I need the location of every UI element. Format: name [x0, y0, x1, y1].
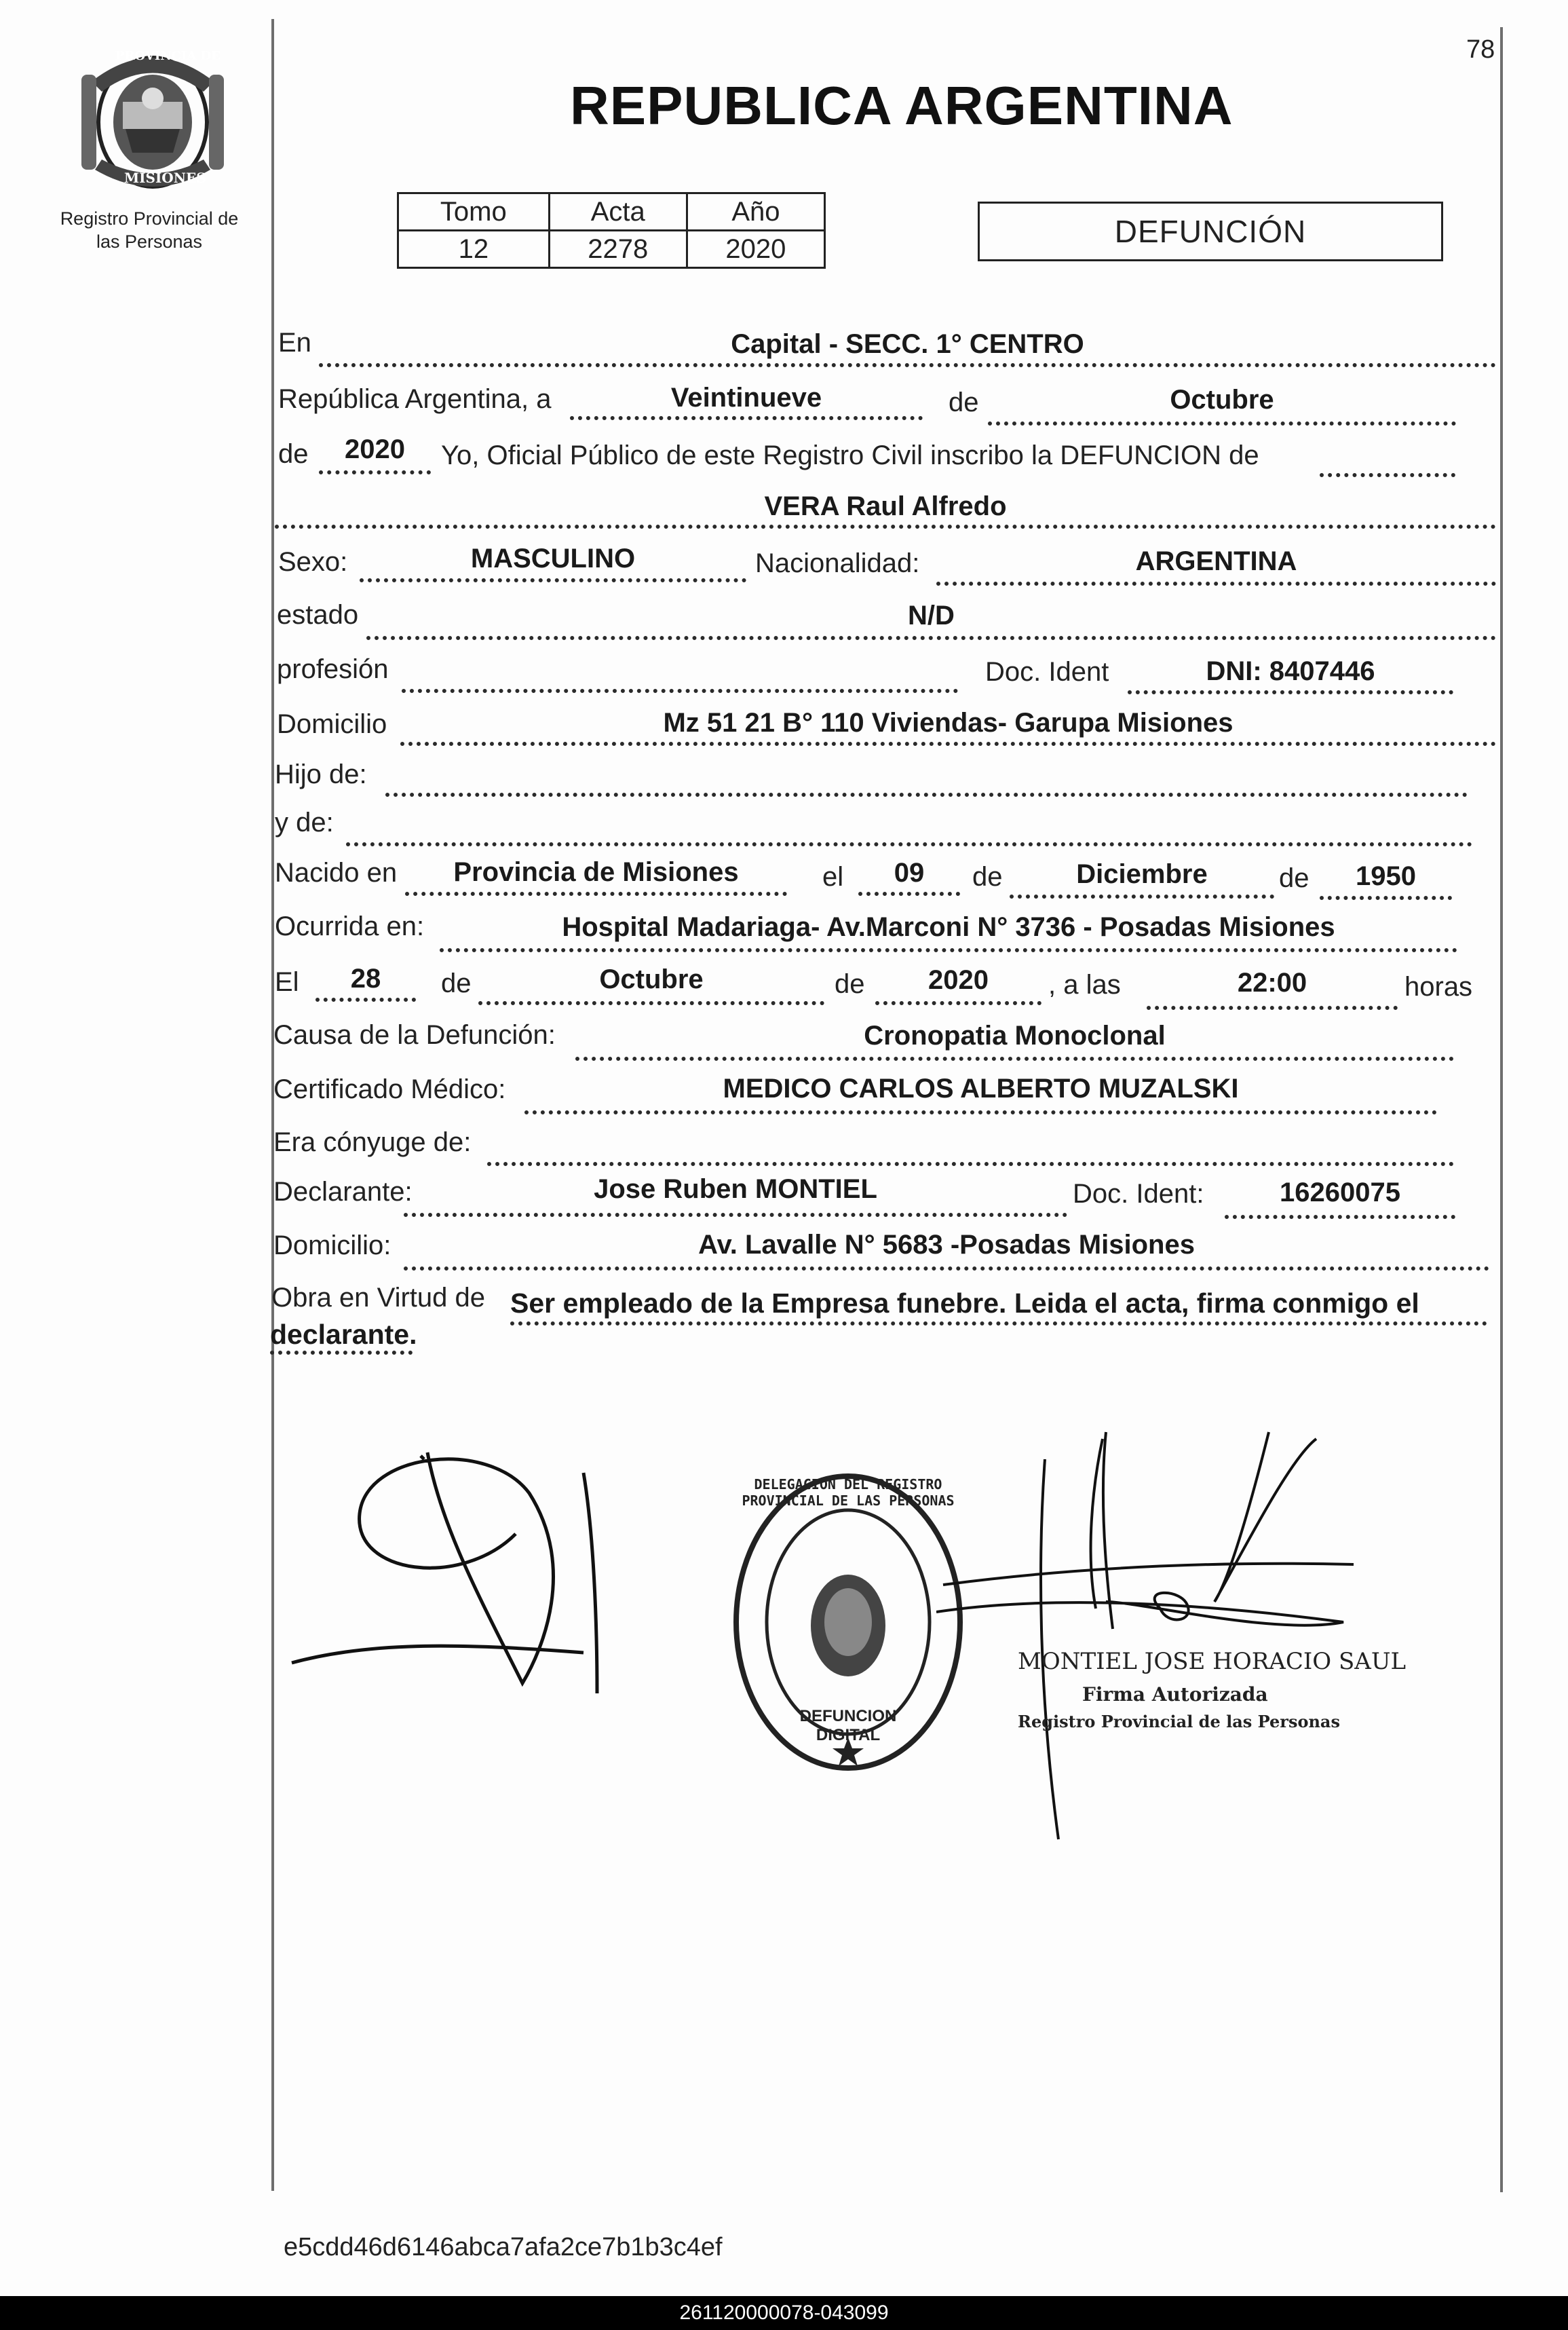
- yde-label: y de:: [275, 808, 334, 838]
- death-day: 28: [350, 964, 381, 994]
- declarante-value: Jose Ruben MONTIEL: [594, 1174, 877, 1204]
- tomo-value: 12: [398, 231, 550, 268]
- declarante-label: Declarante:: [273, 1177, 413, 1207]
- republica-label: República Argentina, a: [278, 384, 552, 414]
- el2-label: El: [275, 967, 299, 997]
- day-words-underline: [570, 416, 923, 420]
- causa-value: Cronopatia Monoclonal: [864, 1021, 1166, 1051]
- yde-underline: [346, 842, 1472, 846]
- birth-month-underline: [1010, 895, 1274, 899]
- deceased-name: VERA Raul Alfredo: [764, 491, 1007, 521]
- ocurrida-label: Ocurrida en:: [275, 912, 425, 941]
- certificado-value: MEDICO CARLOS ALBERTO MUZALSKI: [723, 1074, 1239, 1104]
- estado-label: estado: [277, 600, 359, 630]
- de-label-4: de: [1279, 863, 1309, 893]
- right-margin-rule: [1500, 27, 1503, 2192]
- stamp-ring-text: DELEGACION DEL REGISTRO PROVINCIAL DE LAS PERSONAS: [742, 1476, 955, 1509]
- obra-value-line1: Ser empleado de la Empresa funebre. Leida el acta, firma conmigo el: [510, 1288, 1419, 1319]
- conyuge-underline: [487, 1162, 1454, 1166]
- death-day-underline: [315, 998, 416, 1002]
- en-underline: [319, 363, 1496, 367]
- profesion-underline: [402, 689, 958, 693]
- registry-line-2: las Personas: [96, 231, 203, 252]
- el-label: el: [822, 862, 844, 892]
- hijo-underline: [385, 793, 1468, 797]
- declarant-signature: [285, 1432, 638, 1704]
- reference-table: [397, 192, 826, 269]
- obra-label: Obra en Virtud de: [271, 1283, 486, 1313]
- table-header-acta: Acta: [549, 193, 687, 231]
- ocurrida-value: Hospital Madariaga- Av.Marconi N° 3736 - Posadas Misiones: [562, 912, 1335, 942]
- de-label-6: de: [835, 969, 865, 999]
- birth-year: 1950: [1356, 861, 1416, 891]
- profesion-label: profesión: [277, 654, 389, 684]
- certificado-underline: [524, 1110, 1437, 1114]
- year-value: 2020: [345, 434, 405, 464]
- doc-ident-label: Doc. Ident: [985, 657, 1109, 687]
- sexo-value: MASCULINO: [470, 544, 636, 574]
- birth-day-underline: [858, 892, 960, 896]
- death-time-underline: [1147, 1006, 1398, 1010]
- obra-underline-2: [270, 1351, 413, 1355]
- certificado-label: Certificado Médico:: [273, 1074, 506, 1104]
- table-value-row: [398, 231, 825, 268]
- death-month: Octubre: [599, 964, 704, 994]
- horas-label: horas: [1404, 972, 1473, 1002]
- domicilio2-value: Av. Lavalle N° 5683 -Posadas Misiones: [698, 1230, 1195, 1260]
- domicilio-label: Domicilio: [277, 709, 387, 739]
- hijo-label: Hijo de:: [275, 759, 367, 789]
- declarante-underline: [404, 1213, 1067, 1217]
- page-number: 78: [1466, 35, 1495, 64]
- de-label-3: de: [972, 862, 1003, 892]
- day-words-value: Veintinueve: [670, 383, 822, 413]
- emblem-text-bottom: MISIONES: [124, 170, 206, 186]
- doc-ident2-underline: [1225, 1215, 1455, 1219]
- table-header-tomo: Tomo: [398, 193, 550, 231]
- stamp-inner-text: DEFUNCION DIGITAL: [799, 1707, 897, 1744]
- death-month-underline: [478, 1001, 824, 1005]
- doc-ident-value: DNI: 8407446: [1206, 656, 1375, 686]
- death-time: 22:00: [1237, 968, 1307, 998]
- nacido-label: Nacido en: [275, 858, 398, 888]
- estado-value: N/D: [908, 601, 955, 631]
- de-label-1: de: [949, 388, 979, 417]
- document-title: REPUBLICA ARGENTINA: [570, 75, 1234, 136]
- emblem-text-top: PROVINCIA DE: [115, 49, 221, 63]
- causa-underline: [575, 1057, 1454, 1061]
- record-type-box: DEFUNCIÓN: [978, 202, 1443, 261]
- domicilio2-underline: [404, 1266, 1489, 1271]
- name-underline: [275, 525, 1496, 529]
- birth-month: Diciembre: [1076, 859, 1208, 889]
- death-year: 2020: [928, 965, 989, 995]
- footer-id: 261120000078-043099: [0, 2296, 1568, 2330]
- registry-line-1: Registro Provincial de: [60, 208, 239, 229]
- conyuge-label: Era cónyuge de:: [273, 1127, 472, 1157]
- nacionalidad-underline: [936, 582, 1496, 586]
- birth-year-underline: [1320, 896, 1452, 900]
- doc-ident-underline: [1128, 690, 1453, 694]
- estado-underline: [366, 636, 1496, 640]
- yo-underline: [1320, 473, 1455, 477]
- official-signature: [936, 1418, 1371, 1853]
- official-institution: Registro Provincial de las Personas: [1018, 1712, 1340, 1731]
- nacionalidad-value: ARGENTINA: [1135, 546, 1297, 576]
- en-label: En: [278, 328, 311, 358]
- ano-value: 2020: [687, 231, 824, 268]
- domicilio-underline: [400, 742, 1496, 746]
- de-label-2: de: [278, 439, 309, 469]
- de-label-5: de: [441, 969, 472, 998]
- month-value: Octubre: [1170, 385, 1274, 415]
- month-underline: [988, 421, 1456, 426]
- table-header-row: [398, 193, 825, 231]
- causa-label: Causa de la Defunción:: [273, 1020, 556, 1050]
- ocurrida-underline: [440, 948, 1457, 952]
- official-stamp: [726, 1466, 970, 1778]
- obra-underline-1: [510, 1321, 1487, 1326]
- nacido-value: Provincia de Misiones: [453, 857, 739, 887]
- obra-value-line2: declarante.: [270, 1319, 417, 1350]
- domicilio2-label: Domicilio:: [273, 1230, 391, 1260]
- death-year-underline: [875, 1001, 1041, 1005]
- registry-caption: [41, 207, 258, 253]
- year-underline: [319, 470, 431, 474]
- doc-ident2-value: 16260075: [1280, 1178, 1400, 1207]
- table-header-ano: Año: [687, 193, 824, 231]
- province-emblem: [78, 34, 227, 197]
- nacido-underline: [405, 892, 787, 896]
- acta-value: 2278: [549, 231, 687, 268]
- sexo-label: Sexo:: [278, 547, 348, 577]
- doc-ident2-label: Doc. Ident:: [1073, 1179, 1204, 1209]
- birth-day: 09: [894, 858, 925, 888]
- official-name: MONTIEL JOSE HORACIO SAUL: [1018, 1648, 1407, 1675]
- yo-text: Yo, Oficial Público de este Registro Civil inscribo la DEFUNCION de: [441, 440, 1259, 470]
- official-role: Firma Autorizada: [1082, 1683, 1268, 1706]
- sexo-underline: [360, 578, 746, 582]
- document-hash: e5cdd46d6146abca7afa2ce7b1b3c4ef: [284, 2233, 723, 2261]
- domicilio-value: Mz 51 21 B° 110 Viviendas- Garupa Misiones: [663, 708, 1234, 738]
- nacionalidad-label: Nacionalidad:: [755, 548, 920, 578]
- en-value: Capital - SECC. 1° CENTRO: [731, 329, 1084, 359]
- alas-label: , a las: [1048, 970, 1121, 1000]
